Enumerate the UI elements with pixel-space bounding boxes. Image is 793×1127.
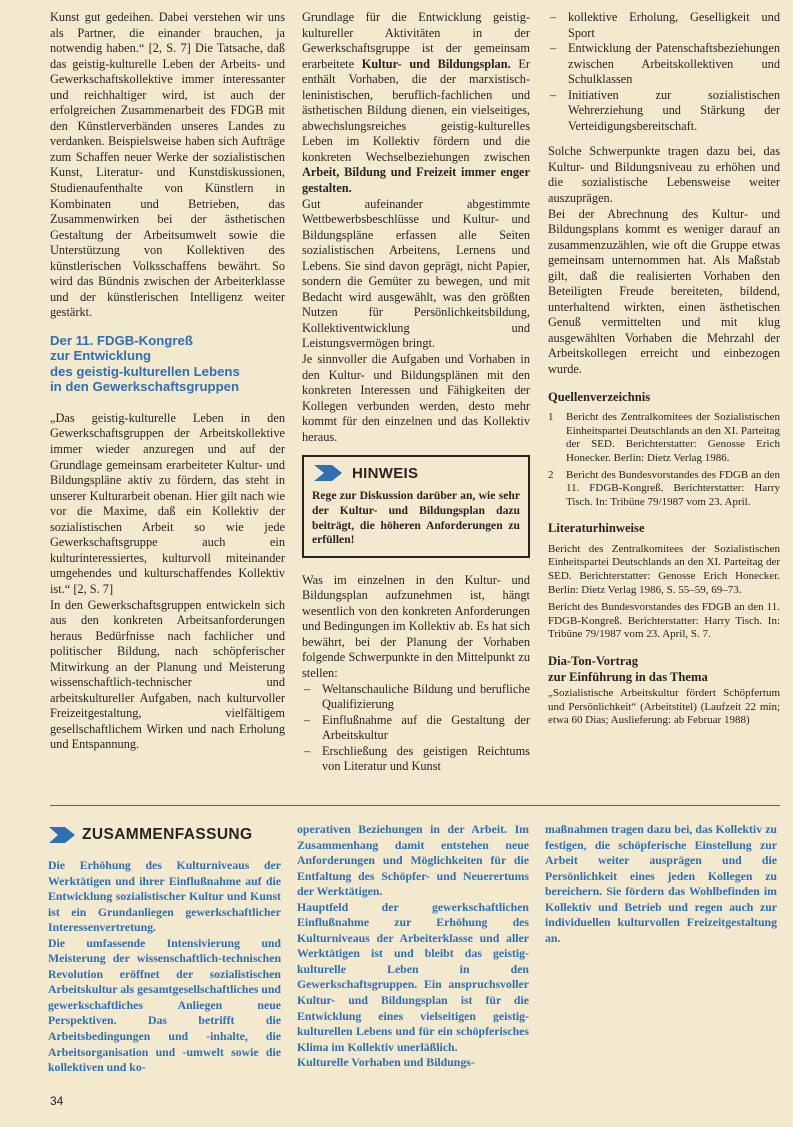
body-paragraph: Bei der Abrechnung des Kultur- und Bildungsplans kommt es weniger darauf an zusammenzuzählen, wie oft die Gruppe etwas gemeinsam unternommen hat. Als Maßstab gilt, daß die realisierten Vorhaben den Beteiligten Freude bereiteten, bildend, unterhaltend wirkten, einen ästhetischen Genuß vermittelten und mit klug ausgewählten Vorhaben die Mehrzahl der Arbeitskollegen erreicht und einbezogen wurde. <box>548 206 780 377</box>
summary-column-3: maßnahmen tragen dazu bei, das Kollektiv zu festigen, die schöpferische Einstellung zur Arbeit weiter ausprägen und die Persönlichkeit eines jeden Kollegen zu bereichern. Sie fördern das Wohlbefinden im Kollektiv und Betrieb und regen auch zur individuellen kulturvollen Freizeitgestaltung an. <box>545 822 777 945</box>
literature-heading: Literaturhinweise <box>548 521 645 536</box>
summary-column-2: operativen Beziehungen in der Arbeit. Im Zusammenhang damit entstehen neue Anforderungen und Möglichkeiten für die Entfaltung des Schöpfer- und Neuerertums der Werktätigen. Hauptfeld der gewerkschaftlichen Einflußnahme zur Erhöhung des Kulturniveaus der Arbeiterklasse und aller Werktätigen ist und bleibt das geistig-kulturelle Leben in den Gewerkschaftsgruppen. Ein anspruchsvoller Kultur- und Bildungsplan ist für die Entwicklung eines vielseitigen geistig-kulturellen Lebens und für ein schöpferisches Klima im Kollektiv unerläßlich. Kulturelle Vorhaben und Bildungs- <box>297 822 529 1070</box>
column-3 <box>548 10 780 732</box>
arrow-right-icon <box>48 826 78 844</box>
body-paragraph: Grundlage für die Entwicklung geistig-kultureller Aktivitäten in der Gewerkschaftsgruppe ist der gemeinsam erarbeitete Kultur- und Bildungsplan. Er enthält Vorhaben, die der marxistisch-leninistischen, beruflich-fachlichen und ästhetischen Bildung dienen, ein vielseitiges, abwechslungsreiches geistig-kulturelles Leben im Kollektiv fördern und die konkreten Wechselbeziehungen zwischen Arbeit, Bildung und Freizeit immer enger gestalten. <box>302 10 530 196</box>
list-item: – Initiativen zur sozialistischen Wehrerziehung und Stärkung der Verteidigungsbereitschaft. <box>548 88 780 135</box>
section-divider <box>50 805 780 806</box>
body-paragraph: In den Gewerkschaftsgruppen entwickeln sich aus den konkreten Arbeitsanforderungen heraus Bedürfnisse nach fachlicher und politischer Bildung, nach schöpferischer Mitwirkung an der Planung und Meisterung wissenschaftlich-technischer und arbeitskultureller Aufgaben, nach kulturvoller Freizeitgestaltung, vielfältigem gesellschaftlichem Wirken und nach Erholung und Entspannung. <box>50 597 285 752</box>
sources-heading: Quellenverzeichnis <box>548 389 651 404</box>
column-2 <box>302 10 530 775</box>
hinweis-title: HINWEIS <box>352 464 419 482</box>
focus-list <box>302 682 530 775</box>
summary-column-1: Die Erhöhung des Kulturniveaus der Werktätigen und ihrer Einflußnahme auf die Entwicklung sozialistischer Kultur und Kunst ist ein Grundanliegen gewerkschaftlicher Interessenvertretung. Die umfassende Intensivierung und Meisterung der wissenschaftlich-technischen Revolution eröffnet der sozialistischen Arbeitskultur als gesamtgesellschaftliches und gewerkschaftliches Anliegen neue Perspektiven. Das betrifft die Arbeitsbedingungen und -inhalte, die Arbeitsorganisation und -umwelt sowie die kollektiven und ko- <box>48 858 281 1075</box>
body-paragraph: Je sinnvoller die Aufgaben und Vorhaben in den Kultur- und Bildungsplänen mit den konkreten Interessen und Fähigkeiten der Kollegen verbunden werden, desto mehr kommt für den einzelnen und das Kollektiv heraus. <box>302 352 530 444</box>
slideshow-heading: Dia-Ton-Vortrag zur Einführung in das Thema <box>548 653 708 684</box>
literature-list <box>548 543 780 642</box>
list-item: – Weltanschauliche Bildung und berufliche Qualifizierung <box>302 682 530 713</box>
list-item: – Erschließung des geistigen Reichtums von Literatur und Kunst <box>302 744 530 775</box>
body-paragraph: Kunst gut gedeihen. Dabei verstehen wir uns als Partner, die einander brauchen, ja notwendig haben.“ [2, S. 7] Die Tatsache, daß das geistig-kulturelle Leben der Arbeits- und Gewerkschaftskollektive immer interessanter und reichhaltiger wird, ist auch der erfolgreichen Zusammenarbeit des FDGB mit den Künstlerverbänden unseres Landes zu verdanken. Beispielsweise haben sich Aufträge zum Schaffen neuer Werke der sozialistischen Kunst, Literatur- und Kunstdiskussionen, Studienaufenthalte von Künstlern in Kombinaten und Betrieben, das Zusammenwirken bei der ästhetischen Gestaltung der Arbeitsumwelt sowie die Unterstützung von Kollektiven des künstlerischen Volksschaffens bewährt. So wird das Bündnis zwischen der Arbeiterklasse und der künstlerischen Intelligenz weiter gestärkt. <box>50 10 285 320</box>
summary-heading: ZUSAMMENFASSUNG <box>48 826 252 844</box>
sources-list <box>548 411 780 509</box>
column-1 <box>50 10 285 753</box>
list-item: – kollektive Erholung, Geselligkeit und Sport <box>548 10 780 41</box>
body-paragraph: Gut aufeinander abgestimmte Wettbewerbsbeschlüsse und Kultur- und Bildungspläne erfassen alle Seiten sozialistischen Arbeitens, Lernens und Lebens. Sie sind davon geprägt, nicht Papier, sondern die Gemüter zu bewegen, und mit Bedacht wird ausgewählt, was den größten Nutzen für Persönlichkeitsbildung, Kollektiventwicklung und Leistungsvermögen bringt. <box>302 196 530 351</box>
focus-list-continued <box>548 10 780 134</box>
list-item: – Einflußnahme auf die Gestaltung der Arbeitskultur <box>302 713 530 744</box>
list-item: – Entwicklung der Patenschaftsbeziehungen zwischen Arbeitskollektiven und Schulklassen <box>548 41 780 88</box>
section-heading: Der 11. FDGB-Kongreß zur Entwicklung des geistig-kulturellen Lebens in den Gewerkschaftsgruppen <box>50 332 240 395</box>
slideshow-text: „Sozialistische Arbeitskultur fördert Schöpfertum und Persönlichkeit“ (Arbeitstitel) (Laufzeit 22 min; etwa 60 Dias; Auslieferung: ab Februar 1988) <box>548 687 780 727</box>
quote-paragraph: „Das geistig-kulturelle Leben in den Gewerkschaftsgruppen der Arbeitskollektive immer wieder anzuregen und auf der Grundlage gemeinsam erarbeiteter Kultur- und Bildungspläne aktiv zu fördern, das steht in unserer Kulturarbeit obenan. Hier gilt nach wie vor die Maxime, daß ein Kollektiv der sozialistischen Arbeit so wie jede Gewerkschaftsgruppe auch ein kulturinteressiertes, kulturvoll miteinander umgehendes und kulturschaffendes Kollektiv ist.“ [2, S. 7] <box>50 410 285 596</box>
hinweis-box <box>302 455 530 557</box>
page-number: 34 <box>50 1094 64 1108</box>
source-item: 2 Bericht des Bundesvorstandes des FDGB an den 11. FDGB-Kongreß. Berichterstatter: Harry Tisch. In: Tribüne 79/1987 vom 23. April. <box>548 468 780 508</box>
body-paragraph: Solche Schwerpunkte tragen dazu bei, das Kultur- und Bildungsniveau zu erhöhen und die sozialistische Lebensweise weiter auszuprägen. <box>548 144 780 206</box>
literature-item: Bericht des Zentralkomitees der Sozialistischen Einheitspartei Deutschlands an den XI. Parteitag der SED. Berichterstatter: Genosse Erich Honecker. Berlin: Dietz Verlag 1986, S. 55–59, 69–73. <box>548 542 780 596</box>
source-item: 1 Bericht des Zentralkomitees der Sozialistischen Einheitspartei Deutschlands an den XI. Parteitag der SED. Berichterstatter: Genosse Erich Honecker. Berlin: Dietz Verlag 1986. <box>548 411 780 464</box>
arrow-right-icon <box>312 463 346 483</box>
literature-item: Bericht des Bundesvorstandes des FDGB an den 11. FDGB-Kongreß. Berichterstatter: Harry Tisch. In: Tribüne 79/1987 vom 23. April, S. 7. <box>548 601 780 641</box>
body-paragraph: Was im einzelnen in den Kultur- und Bildungsplan aufzunehmen ist, hängt wesentlich von den konkreten Anforderungen und Bedingungen im Kollektiv ab. Es hat sich bewährt, bei der Planung der Vorhaben folgende Schwerpunkte in den Mittelpunkt zu stellen: <box>302 572 530 680</box>
hinweis-text: Rege zur Diskussion darüber an, wie sehr der Kultur- und Bildungsplan dazu beiträgt, die höheren Anforderungen zu erfüllen! <box>312 489 520 547</box>
